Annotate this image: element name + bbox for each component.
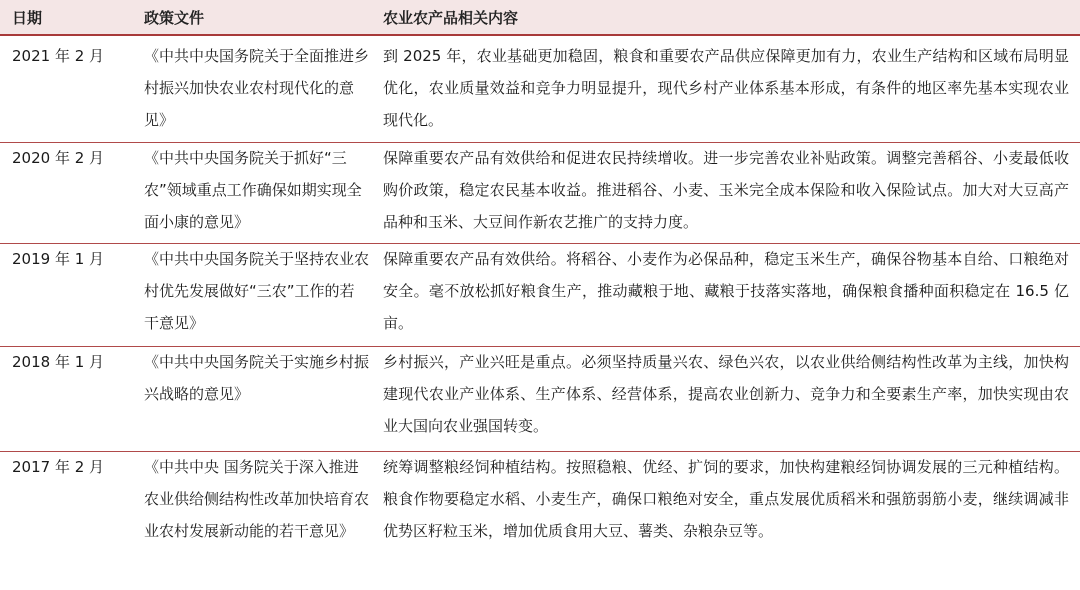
row-date: 2019 年 1 月 [12, 250, 105, 268]
row-date: 2021 年 2 月 [12, 47, 105, 65]
table-header [0, 0, 1080, 36]
row-document: 《中共中央 国务院关于深入推进农业供给侧结构性改革加快培育农业农村发展新动能的若干意见》 [144, 458, 370, 540]
header-date: 日期 [12, 9, 43, 27]
row-date: 2017 年 2 月 [12, 458, 105, 476]
row-document: 《中共中央国务院关于抓好“三农”领域重点工作确保如期实现全面小康的意见》 [144, 149, 362, 231]
row-date: 2020 年 2 月 [12, 149, 105, 167]
row-document: 《中共中央国务院关于坚持农业农村优先发展做好“三农”工作的若干意见》 [144, 250, 370, 332]
header-document: 政策文件 [144, 9, 205, 27]
row-document: 《中共中央国务院关于实施乡村振兴战略的意见》 [144, 353, 370, 403]
row-content: 乡村振兴，产业兴旺是重点。必须坚持质量兴农、绿色兴农，以农业供给侧结构性改革为主线，加快构建现代农业产业体系、生产体系、经营体系，提高农业创新力、竞争力和全要素生产率，加快实现由农业大国向农业强国转变。 [383, 353, 1069, 435]
row-content: 保障重要农产品有效供给。将稻谷、小麦作为必保品种，稳定玉米生产，确保谷物基本自给、口粮绝对安全。毫不放松抓好粮食生产，推动藏粮于地、藏粮于技落实落地，确保粮食播种面积稳定在 16.5 亿亩。 [383, 250, 1069, 332]
row-content: 保障重要农产品有效供给和促进农民持续增收。进一步完善农业补贴政策。调整完善稻谷、小麦最低收购价政策，稳定农民基本收益。推进稻谷、小麦、玉米完全成本保险和收入保险试点。加大对大豆高产品种和玉米、大豆间作新农艺推广的支持力度。 [383, 149, 1069, 231]
row-content: 统筹调整粮经饲种植结构。按照稳粮、优经、扩饲的要求，加快构建粮经饲协调发展的三元种植结构。粮食作物要稳定水稻、小麦生产，确保口粮绝对安全，重点发展优质稻米和强筋弱筋小麦，继续调减非优势区籽粒玉米，增加优质食用大豆、薯类、杂粮杂豆等。 [383, 458, 1069, 540]
row-document: 《中共中央国务院关于全面推进乡村振兴加快农业农村现代化的意见》 [144, 47, 370, 129]
header-content: 农业农产品相关内容 [383, 9, 519, 27]
row-content: 到 2025 年，农业基础更加稳固，粮食和重要农产品供应保障更加有力，农业生产结构和区域布局明显优化，农业质量效益和竞争力明显提升，现代乡村产业体系基本形成，有条件的地区率先基本实现农业现代化。 [383, 47, 1069, 129]
row-date: 2018 年 1 月 [12, 353, 105, 371]
